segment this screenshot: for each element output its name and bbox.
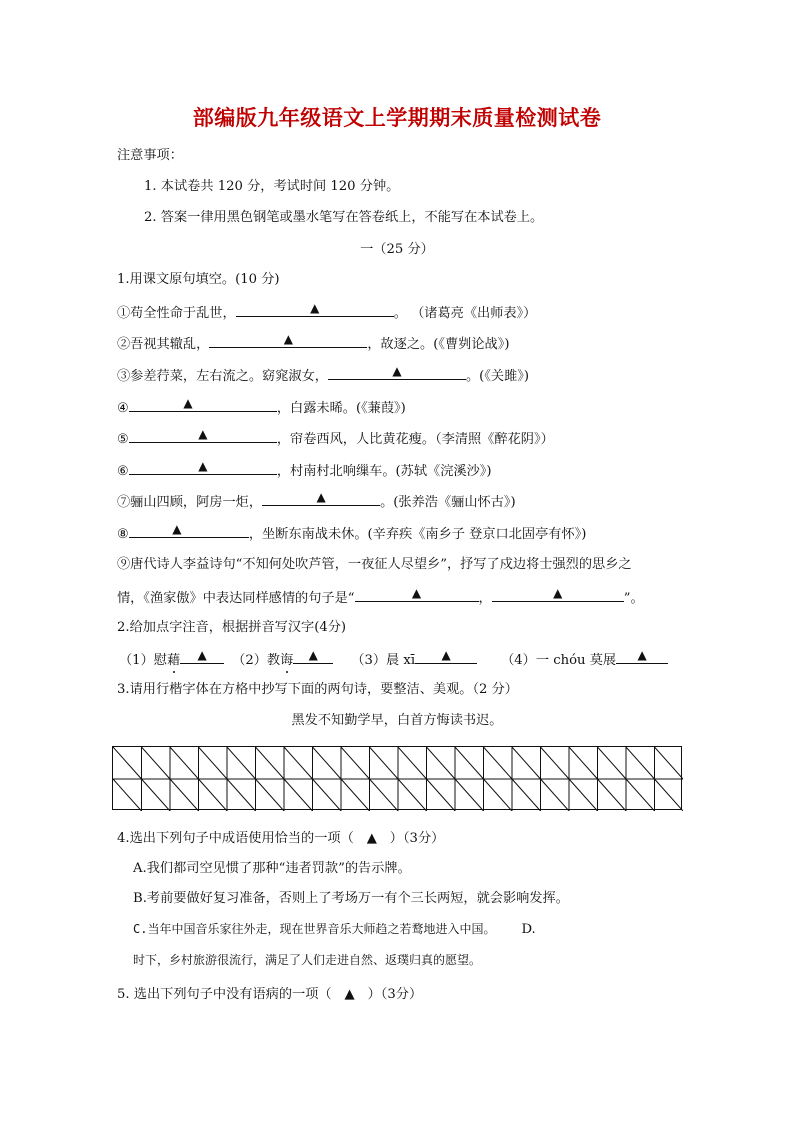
grid-cell-diagonal bbox=[398, 747, 427, 779]
answer-blank[interactable] bbox=[180, 650, 224, 664]
grid-cell-diagonal bbox=[341, 747, 370, 779]
q1-line-5-pre: ⑤ bbox=[117, 432, 129, 447]
page-title: 部编版九年级语文上学期期末质量检测试卷 bbox=[192, 105, 602, 130]
q4-option-c: C.当年中国音乐家往外走，现在世界音乐大师趋之若鹜地进入中国。 D. bbox=[133, 922, 536, 937]
q1-line-9b-post: ”。 bbox=[623, 591, 644, 606]
q1-line-9b-mid: ， bbox=[478, 591, 492, 606]
grid-cell-diagonal bbox=[170, 747, 199, 779]
triangle-icon: ▲ bbox=[553, 586, 563, 600]
q1-line-6 bbox=[117, 461, 492, 481]
notes-heading: 注意事项： bbox=[117, 148, 183, 163]
q1-line-7-pre: ⑦骊山四顾，阿房一炬， bbox=[117, 495, 263, 510]
grid-cell-diagonal bbox=[284, 779, 313, 811]
q1-line-3-pre: ③参差荇菜，左右流之。窈窕淑女， bbox=[117, 369, 328, 384]
q1-line-4-pre: ④ bbox=[117, 401, 129, 416]
triangle-icon: ▲ bbox=[366, 831, 377, 846]
grid-cell-diagonal bbox=[598, 779, 627, 811]
note-item-2: 2. 答案一律用黑色钢笔或墨水笔写在答卷纸上，不能写在本试卷上。 bbox=[144, 210, 544, 225]
triangle-icon: ▲ bbox=[183, 396, 193, 410]
answer-blank[interactable] bbox=[129, 461, 277, 475]
answer-blank[interactable] bbox=[129, 524, 249, 538]
grid-cell-diagonal bbox=[512, 779, 541, 811]
q1-line-2 bbox=[117, 334, 509, 354]
q2-prompt: 2.给加点字注音，根据拼音写汉字(4分) bbox=[117, 620, 347, 635]
q1-line-2-post: ，故逐之。(《曹刿论战》) bbox=[367, 337, 510, 352]
dotted-char: 诲 bbox=[280, 653, 294, 668]
q1-line-1-pre: ①苟全性命于乱世， bbox=[117, 306, 236, 321]
grid-cell-diagonal bbox=[427, 747, 456, 779]
grid-cell-diagonal bbox=[142, 779, 171, 811]
q1-line-3-post: 。(《关雎》) bbox=[466, 369, 530, 384]
answer-blank[interactable] bbox=[129, 398, 277, 412]
note-item-1: 1. 本试卷共 120 分，考试时间 120 分钟。 bbox=[144, 179, 400, 194]
grid-cell-diagonal bbox=[313, 747, 342, 779]
grid-cell-diagonal bbox=[455, 747, 484, 779]
grid-cell-diagonal bbox=[512, 747, 541, 779]
q1-line-5-post: ，帘卷西风，人比黄花瘦。（李清照《醉花阴》） bbox=[276, 432, 554, 447]
answer-blank[interactable] bbox=[355, 588, 479, 602]
triangle-icon: ▲ bbox=[316, 490, 326, 504]
grid-cell-diagonal bbox=[484, 779, 513, 811]
grid-cell-diagonal bbox=[541, 747, 570, 779]
grid-cell-diagonal bbox=[370, 747, 399, 779]
grid-cell-diagonal bbox=[655, 779, 684, 811]
answer-blank[interactable] bbox=[293, 650, 333, 664]
q3-poem: 黑发不知勤学早，白首方悔读书迟。 bbox=[291, 713, 503, 728]
answer-blank[interactable] bbox=[415, 650, 477, 664]
q1-line-6-pre: ⑥ bbox=[117, 464, 129, 479]
grid-cell-diagonal bbox=[199, 779, 228, 811]
grid-cell-diagonal bbox=[655, 747, 684, 779]
answer-blank[interactable] bbox=[616, 650, 668, 664]
grid-cell-diagonal bbox=[142, 747, 171, 779]
q4-option-b: B.考前要做好复习准备，否则上了考场万一有个三长两短，就会影响发挥。 bbox=[133, 891, 569, 906]
triangle-icon: ▲ bbox=[198, 459, 208, 473]
q1-line-3 bbox=[117, 366, 529, 386]
grid-cell-diagonal bbox=[398, 779, 427, 811]
q1-line-4-post: ，白露未晞。(《蒹葭》) bbox=[276, 401, 406, 416]
q2-item-4-num: （4） bbox=[501, 653, 536, 668]
triangle-icon: ▲ bbox=[308, 648, 318, 662]
q1-line-9b bbox=[117, 588, 644, 608]
answer-blank[interactable] bbox=[129, 429, 277, 443]
answer-blank[interactable] bbox=[328, 366, 466, 380]
grid-cell-diagonal bbox=[113, 779, 142, 811]
triangle-icon: ▲ bbox=[310, 301, 320, 315]
triangle-icon: ▲ bbox=[344, 987, 355, 1002]
q1-prompt: 1.用课文原句填空。(10 分) bbox=[117, 272, 280, 287]
q1-line-8-pre: ⑧ bbox=[117, 527, 129, 542]
triangle-icon: ▲ bbox=[392, 364, 402, 378]
grid-cell-diagonal bbox=[170, 779, 199, 811]
grid-cell-diagonal bbox=[256, 779, 285, 811]
writing-grid[interactable] bbox=[112, 746, 682, 810]
grid-cell-diagonal bbox=[113, 747, 142, 779]
answer-blank[interactable] bbox=[492, 588, 624, 602]
answer-blank[interactable] bbox=[262, 492, 380, 506]
q1-line-2-pre: ②吾视其辙乱， bbox=[117, 337, 210, 352]
q2-item-2-num: （2） bbox=[232, 653, 267, 668]
section-heading: 一（25 分） bbox=[360, 242, 434, 257]
q2-items: （1）慰藉 ▲ （2）教诲 ▲ （3）晨 xī ▲ （4）一 chóu 莫展 ▲ bbox=[119, 650, 668, 670]
grid-cell-diagonal bbox=[541, 779, 570, 811]
triangle-icon: ▲ bbox=[637, 648, 647, 662]
q4-prompt: 4.选出下列句子中成语使用恰当的一项（ ▲ ）（3分） bbox=[117, 831, 445, 846]
q1-line-1-post: 。 （诸葛亮《出师表》） bbox=[393, 306, 537, 321]
q1-line-9a: ⑨唐代诗人李益诗句“不知何处吹芦管，一夜征人尽望乡”，抒写了戍边将士强烈的思乡之 bbox=[117, 557, 632, 572]
q2-item-1-num: （1） bbox=[119, 653, 154, 668]
grid-cell-diagonal bbox=[484, 747, 513, 779]
grid-cell-diagonal bbox=[569, 747, 598, 779]
grid-cell-diagonal bbox=[370, 779, 399, 811]
triangle-icon: ▲ bbox=[411, 586, 422, 600]
answer-blank[interactable] bbox=[236, 303, 394, 317]
grid-cell-diagonal bbox=[427, 779, 456, 811]
answer-blank[interactable] bbox=[209, 334, 367, 348]
grid-cell-diagonal bbox=[598, 747, 627, 779]
grid-cell-diagonal bbox=[455, 779, 484, 811]
q3-prompt: 3.请用行楷字体在方格中抄写下面的两句诗，要整洁、美观。（2 分） bbox=[117, 682, 518, 697]
grid-cell-diagonal bbox=[199, 747, 228, 779]
grid-cell-diagonal bbox=[313, 779, 342, 811]
grid-lines bbox=[113, 747, 683, 811]
triangle-icon: ▲ bbox=[283, 332, 293, 346]
q1-line-7-post: 。(张养浩《骊山怀古》) bbox=[380, 495, 516, 510]
q5-prompt: 5. 选出下列句子中没有语病的一项（ ▲ ）（3分） bbox=[117, 987, 423, 1002]
q4-option-a: A.我们都司空见惯了那种“违者罚款”的告示牌。 bbox=[133, 861, 411, 876]
triangle-icon: ▲ bbox=[198, 427, 208, 441]
q1-line-8-post: ，坐断东南战未休。(辛弃疾《南乡子 登京口北固亭有怀》) bbox=[248, 527, 587, 542]
q1-line-5 bbox=[117, 429, 554, 449]
q1-line-4 bbox=[117, 398, 406, 418]
triangle-icon: ▲ bbox=[197, 648, 207, 662]
grid-cell-diagonal bbox=[626, 779, 655, 811]
q1-line-9b-pre: 情，《渔家傲》中表达同样感情的句子是“ bbox=[117, 591, 355, 606]
grid-cell-diagonal bbox=[227, 779, 256, 811]
grid-cell-diagonal bbox=[569, 779, 598, 811]
q1-line-1 bbox=[117, 303, 536, 323]
q1-line-8 bbox=[117, 524, 586, 544]
q4-option-d: 时下，乡村旅游很流行，满足了人们走进自然、返璞归真的愿望。 bbox=[133, 953, 482, 967]
triangle-icon: ▲ bbox=[441, 648, 451, 662]
grid-cell-diagonal bbox=[227, 747, 256, 779]
dotted-char: 藉 bbox=[166, 653, 181, 668]
grid-cell-diagonal bbox=[341, 779, 370, 811]
grid-cell-diagonal bbox=[284, 747, 313, 779]
grid-cell-diagonal bbox=[626, 747, 655, 779]
grid-cell-diagonal bbox=[256, 747, 285, 779]
q1-line-6-post: ，村南村北响缫车。(苏轼《浣溪沙》) bbox=[276, 464, 492, 479]
q2-item-3-num: （3） bbox=[351, 653, 387, 668]
q1-line-7 bbox=[117, 492, 516, 512]
triangle-icon: ▲ bbox=[172, 522, 182, 536]
